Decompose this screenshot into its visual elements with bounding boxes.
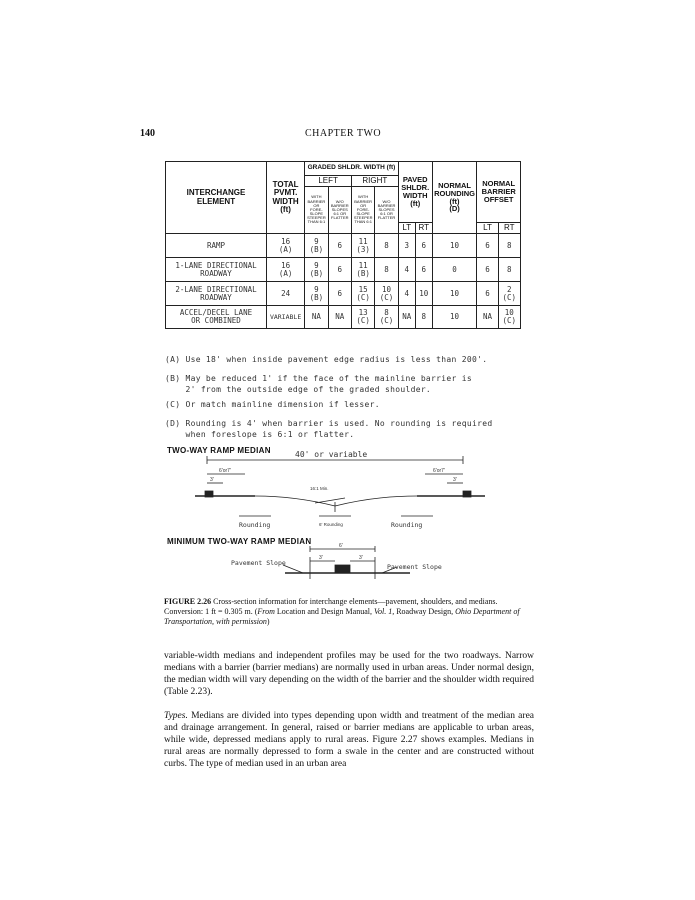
header-barrier-lt: LT bbox=[477, 223, 498, 234]
header-right-wo-barrier: W/O BARRIER SLOPES 6:1 OR FLATTER bbox=[375, 187, 398, 234]
caption-close: ) bbox=[266, 617, 270, 626]
figure-label: FIGURE 2.26 bbox=[164, 597, 212, 606]
note-b: (B) May be reduced 1' if the face of the mainline barrier is 2' from the outside edge of the graded shoulder. bbox=[165, 374, 472, 394]
caption-odot: Ohio Department of Transportation, with permission bbox=[164, 607, 520, 626]
diagram1-title: TWO-WAY RAMP MEDIAN bbox=[167, 446, 271, 455]
diagram2-left-dim: 3' bbox=[319, 555, 323, 561]
types-text: Medians are divided into types depending upon width and treatment of the median area and drainage arrangement. In general, raised or barrier medians are applicable to urban areas, while wide, depressed medians apply to rural areas. Figure 2.27 shows examples. Medians in rural areas are normally depressed to form a swale in the center and are constructed without curbs. The type of median used in an urban area bbox=[164, 711, 534, 769]
header-total-width: TOTAL PVMT. WIDTH (ft) bbox=[266, 162, 304, 234]
caption-text: Cross-section information for interchange elements—pavement, shoulders, and medians. Conversion: 1 ft = 0.305 m. ( bbox=[164, 597, 498, 616]
chapter-header: CHAPTER TWO bbox=[305, 128, 382, 139]
caption-source: Location and Design Manual, bbox=[274, 607, 374, 616]
row-barrier-rt: 2 (C) bbox=[498, 282, 520, 306]
body-paragraph-1: variable-width medians and independent profiles may be used for the two roadways. Narrow medians with a barrier (barrier medians) are normally used in urban areas. Under normal design, the median width will vary depending on the width of the barrier and the shoulder width required (Table 2.23). bbox=[164, 651, 534, 697]
row-element: 1-LANE DIRECTIONAL ROADWAY bbox=[166, 258, 267, 282]
row-right-wo: 8 bbox=[375, 234, 398, 258]
note-c: (C) Or match mainline dimension if lesser. bbox=[165, 400, 380, 409]
diagram1-round-center: 6' Rounding bbox=[319, 522, 343, 527]
diagram2-right-label: Pavement Slope bbox=[387, 563, 442, 571]
diagram2-top-dim: 6' bbox=[339, 543, 343, 549]
diagram1-right-small: 3' bbox=[453, 477, 457, 483]
diagram1-right-dim: 6'or7' bbox=[433, 468, 445, 474]
row-total: 16 (A) bbox=[266, 258, 304, 282]
row-right-wo: 10 (C) bbox=[375, 282, 398, 306]
row-rounding: 10 bbox=[432, 234, 477, 258]
row-total: VARIABLE bbox=[266, 306, 304, 329]
row-total: 16 (A) bbox=[266, 234, 304, 258]
row-barrier-rt: 10 (C) bbox=[498, 306, 520, 329]
row-barrier-rt: 8 bbox=[498, 258, 520, 282]
row-barrier-lt: NA bbox=[477, 306, 498, 329]
row-paved-rt: 10 bbox=[415, 282, 432, 306]
row-rounding: 10 bbox=[432, 282, 477, 306]
header-left-wo-barrier: W/O BARRIER SLOPES 6:1 OR FLATTER bbox=[328, 187, 351, 234]
table-row bbox=[166, 234, 521, 258]
row-right-with: 15 (C) bbox=[351, 282, 374, 306]
header-right: RIGHT bbox=[351, 176, 398, 187]
figure-caption bbox=[164, 597, 534, 627]
header-barrier-rt: RT bbox=[498, 223, 520, 234]
diagram2-left-label: Pavement Slope bbox=[231, 559, 286, 567]
table-row bbox=[166, 306, 521, 329]
row-rounding: 10 bbox=[432, 306, 477, 329]
diagram2-right-dim: 3' bbox=[359, 555, 363, 561]
row-paved-lt: 4 bbox=[398, 282, 415, 306]
row-right-with: 11 (3) bbox=[351, 234, 374, 258]
row-right-wo: 8 (C) bbox=[375, 306, 398, 329]
diagram1-left-dim: 6'or7' bbox=[219, 468, 231, 474]
caption-source2: Roadway Design, bbox=[394, 607, 456, 616]
row-element: ACCEL/DECEL LANE OR COMBINED bbox=[166, 306, 267, 329]
types-heading: Types. bbox=[164, 711, 188, 721]
row-left-with: 9 (B) bbox=[305, 258, 328, 282]
row-paved-rt: 6 bbox=[415, 234, 432, 258]
row-left-wo: 6 bbox=[328, 258, 351, 282]
diagram2-title: MINIMUM TWO-WAY RAMP MEDIAN bbox=[167, 537, 312, 546]
body-paragraph-2 bbox=[164, 710, 534, 770]
header-element: INTERCHANGE ELEMENT bbox=[166, 162, 267, 234]
row-paved-rt: 8 bbox=[415, 306, 432, 329]
row-left-wo: 6 bbox=[328, 282, 351, 306]
interchange-table bbox=[165, 161, 521, 329]
header-left-with-barrier: WITH BARRIER OR FORE- SLOPE STEEPER THAN 6:1 bbox=[305, 187, 328, 234]
row-left-with: NA bbox=[305, 306, 328, 329]
row-barrier-rt: 8 bbox=[498, 234, 520, 258]
caption-from: From bbox=[257, 607, 275, 616]
row-right-with: 11 (B) bbox=[351, 258, 374, 282]
note-d: (D) Rounding is 4' when barrier is used. No rounding is required when foreslope is 6:1 or flatter. bbox=[165, 419, 493, 439]
table-row bbox=[166, 282, 521, 306]
diagram1-left-small: 3' bbox=[210, 477, 214, 483]
row-rounding: 0 bbox=[432, 258, 477, 282]
diagram1-width-label: 40' or variable bbox=[295, 450, 368, 459]
row-total: 24 bbox=[266, 282, 304, 306]
minimum-two-way-ramp-median-diagram bbox=[225, 543, 465, 587]
row-barrier-lt: 6 bbox=[477, 234, 498, 258]
row-paved-lt: NA bbox=[398, 306, 415, 329]
row-right-wo: 8 bbox=[375, 258, 398, 282]
row-barrier-lt: 6 bbox=[477, 282, 498, 306]
row-left-with: 9 (B) bbox=[305, 234, 328, 258]
diagram1-slope: 16:1 Min. bbox=[310, 486, 329, 491]
header-right-with-barrier: WITH BARRIER OR FORE- SLOPE STEEPER THAN 6:1 bbox=[351, 187, 374, 234]
diagram1-round-right: Rounding bbox=[391, 521, 423, 529]
row-left-wo: NA bbox=[328, 306, 351, 329]
table-row bbox=[166, 258, 521, 282]
row-barrier-lt: 6 bbox=[477, 258, 498, 282]
row-paved-rt: 6 bbox=[415, 258, 432, 282]
header-paved-rt: RT bbox=[415, 223, 432, 234]
header-paved-lt: LT bbox=[398, 223, 415, 234]
page-number: 140 bbox=[140, 128, 155, 139]
diagram1-round-left: Rounding bbox=[239, 521, 271, 529]
row-element: RAMP bbox=[166, 234, 267, 258]
row-paved-lt: 3 bbox=[398, 234, 415, 258]
header-left: LEFT bbox=[305, 176, 352, 187]
row-left-wo: 6 bbox=[328, 234, 351, 258]
note-a: (A) Use 18' when inside pavement edge radius is less than 200'. bbox=[165, 355, 488, 364]
row-paved-lt: 4 bbox=[398, 258, 415, 282]
header-paved-shoulder: PAVED SHLDR. WIDTH (ft) bbox=[398, 162, 432, 223]
header-barrier-offset: NORMAL BARRIER OFFSET bbox=[477, 162, 521, 223]
row-element: 2-LANE DIRECTIONAL ROADWAY bbox=[166, 282, 267, 306]
caption-vol: Vol. 1, bbox=[373, 607, 395, 616]
two-way-ramp-median-diagram bbox=[195, 448, 485, 534]
header-graded-shoulder: GRADED SHLDR. WIDTH (ft) bbox=[305, 162, 399, 176]
row-right-with: 13 (C) bbox=[351, 306, 374, 329]
row-left-with: 9 (B) bbox=[305, 282, 328, 306]
header-rounding: NORMAL ROUNDING (ft) (D) bbox=[432, 162, 477, 234]
